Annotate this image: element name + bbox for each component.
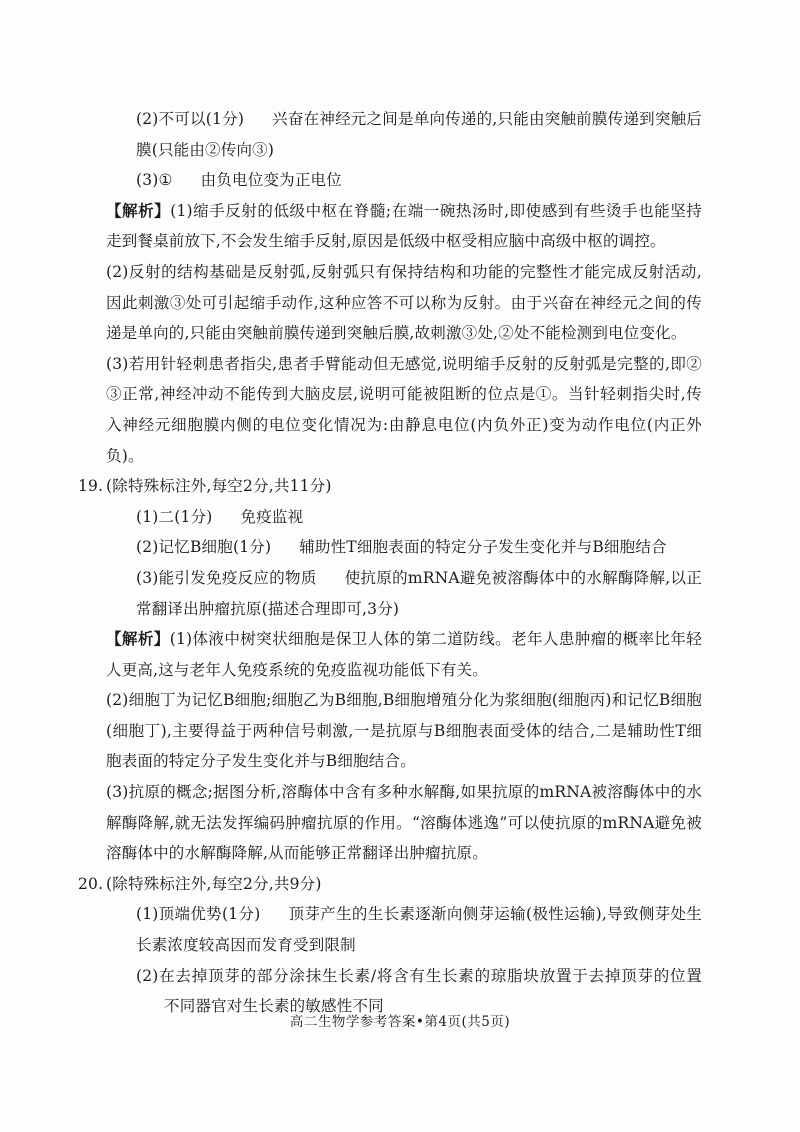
q19-analysis-1: [106, 624, 702, 685]
q19-analysis-tag: 【解析】: [106, 629, 170, 649]
q19-answer-1-text: 免疫监视: [240, 507, 304, 526]
q20-answer-1-label: (1)顶端优势(1分): [136, 905, 261, 924]
page-footer: 高二生物学参考答案•第4页(共5页): [289, 1014, 511, 1030]
q18-analysis-1: [106, 196, 702, 257]
q18-answer-2-label: (2)不可以(1分): [136, 110, 245, 128]
q19-header-text: (除特殊标注外,每空2分,共11分): [106, 477, 332, 496]
q19-answer-3: [106, 563, 702, 624]
q18-answer-3: [106, 165, 702, 196]
q18-answer-2-text: 兴奋在神经元之间是单向传递的,只能由突触前膜传递到突触后膜(只能由②传向③): [136, 110, 703, 159]
q19-answer-2-text: 辅助性T细胞表面的特定分子发生变化并与B细胞结合: [299, 538, 667, 557]
q18-answer-2: [106, 104, 702, 165]
q19-analysis-1-text: (1)体液中树突状细胞是保卫人体的第二道防线。老年人患肿瘤的概率比年轻人更高,这与老年人免疫系统的免疫监视功能低下有关。: [106, 630, 702, 679]
q19-analysis-2: (2)细胞丁为记忆B细胞;细胞乙为B细胞,B细胞增殖分化为浆细胞(细胞丙)和记忆B细胞(细胞丁),主要得益于两种信号刺激,一是抗原与B细胞表面受体的结合,二是辅助性T细胞表面的特定分子发生变化并与B细胞结合。: [106, 691, 702, 771]
q19-header: [78, 471, 702, 502]
q20-answer-1: [106, 899, 702, 960]
q20-answer-2-label: (2)在去掉顶芽的部分涂抹生长素/将含有生长素的琼脂块放置于去掉顶芽的位置: [136, 966, 702, 985]
q19-answer-1: [106, 502, 702, 533]
q20-header: [78, 869, 702, 900]
q19-analysis-3: (3)抗原的概念;据图分析,溶酶体中含有多种水解酶,如果抗原的mRNA被溶酶体中的水解酶降解,就无法发挥编码肿瘤抗原的作用。“溶酶体逃逸”可以使抗原的mRNA避免被溶酶体中的水解酶降解,从而能够正常翻译出肿瘤抗原。: [106, 783, 702, 863]
q20-answer-1-text: 顶芽产生的生长素逐渐向侧芽运输(极性运输),导致侧芽处生长素浓度较高因而发育受到限制: [136, 905, 702, 955]
q19-answer-3-text: 使抗原的mRNA避免被溶酶体中的水解酶降解,以正常翻译出肿瘤抗原(描述合理即可,3分): [136, 568, 702, 618]
q19-answer-2: [106, 532, 702, 563]
q20-answer-2-text: 不同器官对生长素的敏感性不同: [164, 997, 384, 1016]
q19-answer-3-label: (3)能引发免疫反应的物质: [136, 568, 317, 587]
q20-number: 20.: [78, 874, 104, 893]
q19-number: 19.: [78, 477, 104, 496]
q19-answer-1-label: (1)二(1分): [136, 507, 213, 526]
q18-analysis-2: (2)反射的结构基础是反射弧,反射弧只有保持结构和功能的完整性才能完成反射活动,因此刺激③处可引起缩手动作,这种应答不可以称为反射。由于兴奋在神经元之间的传递是单向的,只能由突触前膜传递到突触后膜,故刺激③处,②处不能检测到电位变化。: [106, 262, 702, 343]
q18-answer-3-label: (3)①: [136, 171, 173, 190]
q18-analysis-tag: 【解析】: [106, 200, 171, 220]
q18-answer-3-text: 由负电位变为正电位: [200, 171, 342, 190]
q19-answer-2-label: (2)记忆B细胞(1分): [136, 538, 272, 557]
q20-header-text: (除特殊标注外,每空2分,共9分): [106, 874, 322, 893]
q18-analysis-3: (3)若用针轻刺患者指尖,患者手臂能动但无感觉,说明缩手反射的反射弧是完整的,即②③正常,神经冲动不能传到大脑皮层,说明可能被阻断的位点是①。当针轻刺指尖时,传入神经元细胞膜内侧的电位变化情况为:由静息电位(内负外正)变为动作电位(内正外负)。: [106, 354, 702, 465]
q18-analysis-1-text: (1)缩手反射的低级中枢在脊髓;在端一碗热汤时,即使感到有些烫手也能坚持走到餐桌前放下,不会发生缩手反射,原因是低级中枢受相应脑中高级中枢的调控。: [106, 201, 702, 251]
page-content: [78, 104, 703, 1022]
